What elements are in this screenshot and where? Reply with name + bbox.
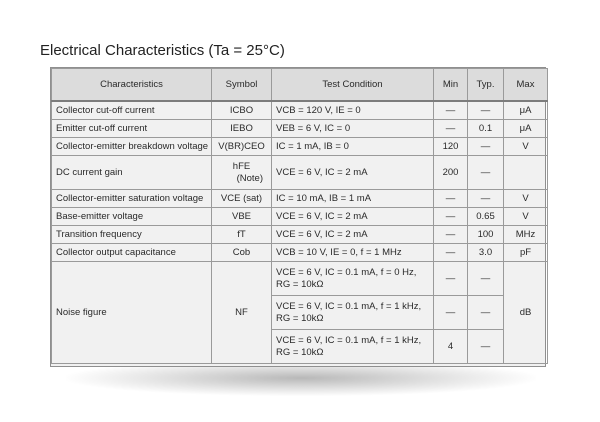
table-row [52,138,548,156]
table-row [52,244,548,262]
row-symbol: Cob [212,244,272,262]
row-symbol: VCE (sat) [212,190,272,208]
page-title: Electrical Characteristics (Ta = 25°C) [40,42,285,59]
noise-max: dB [504,262,548,364]
header-max: Max [504,69,548,102]
header-min: Min [434,69,468,102]
row-name: Base-emitter voltage [52,208,212,226]
row-min: — [434,208,468,226]
noise-typ: — [468,330,504,364]
row-symbol: VBE [212,208,272,226]
row-typ: — [468,156,504,190]
row-min: — [434,120,468,138]
table-row [52,190,548,208]
noise-min: — [434,296,468,330]
row-name: Collector-emitter breakdown voltage [52,138,212,156]
row-condition: VCE = 6 V, IC = 2 mA [272,208,434,226]
noise-condition: VCE = 6 V, IC = 0.1 mA, f = 1 kHz, RG = 10kΩ [272,330,434,364]
row-name: Collector-emitter saturation voltage [52,190,212,208]
row-typ: 0.65 [468,208,504,226]
row-symbol: ICBO [212,101,272,120]
row-min: — [434,190,468,208]
symbol-note: (Note) [236,172,263,184]
row-name: Transition frequency [52,226,212,244]
row-symbol: V(BR)CEO [212,138,272,156]
row-max: pF [504,244,548,262]
row-max: V [504,190,548,208]
row-name: Collector cut-off current [52,101,212,120]
header-test-condition: Test Condition [272,69,434,102]
row-typ: 0.1 [468,120,504,138]
row-condition: VCB = 10 V, IE = 0, f = 1 MHz [272,244,434,262]
row-condition: VEB = 6 V, IC = 0 [272,120,434,138]
noise-symbol: NF [212,262,272,364]
characteristics-table-card [50,67,546,367]
row-name: Collector output capacitance [52,244,212,262]
row-min: — [434,244,468,262]
row-typ: 3.0 [468,244,504,262]
row-max: V [504,138,548,156]
row-min: — [434,226,468,244]
characteristics-table [51,68,548,364]
row-typ: 100 [468,226,504,244]
row-condition: VCE = 6 V, IC = 2 mA [272,156,434,190]
row-max [504,156,548,190]
table-row-noise [52,262,548,296]
row-condition: IC = 10 mA, IB = 1 mA [272,190,434,208]
row-max: μA [504,120,548,138]
symbol-main: hFE [232,160,251,172]
noise-condition: VCE = 6 V, IC = 0.1 mA, f = 1 kHz, RG = 10kΩ [272,296,434,330]
table-header-row [52,69,548,102]
table-row [52,208,548,226]
row-name: DC current gain [52,156,212,190]
noise-min: — [434,262,468,296]
noise-condition: VCE = 6 V, IC = 0.1 mA, f = 0 Hz, RG = 10kΩ [272,262,434,296]
row-typ: — [468,101,504,120]
row-symbol: IEBO [212,120,272,138]
table-row [52,101,548,120]
row-condition: VCB = 120 V, IE = 0 [272,101,434,120]
row-condition: IC = 1 mA, IB = 0 [272,138,434,156]
noise-typ: — [468,296,504,330]
table-row [52,156,548,190]
row-max: MHz [504,226,548,244]
row-condition: VCE = 6 V, IC = 2 mA [272,226,434,244]
table-row [52,226,548,244]
noise-name: Noise figure [52,262,212,364]
row-typ: — [468,190,504,208]
row-symbol [212,156,272,190]
row-typ: — [468,138,504,156]
header-typ: Typ. [468,69,504,102]
row-max: V [504,208,548,226]
row-min: — [434,101,468,120]
row-min: 120 [434,138,468,156]
noise-min: 4 [434,330,468,364]
row-symbol: fT [212,226,272,244]
noise-typ: — [468,262,504,296]
table-row [52,120,548,138]
header-characteristics: Characteristics [52,69,212,102]
row-min: 200 [434,156,468,190]
row-max: μA [504,101,548,120]
header-symbol: Symbol [212,69,272,102]
row-name: Emitter cut-off current [52,120,212,138]
